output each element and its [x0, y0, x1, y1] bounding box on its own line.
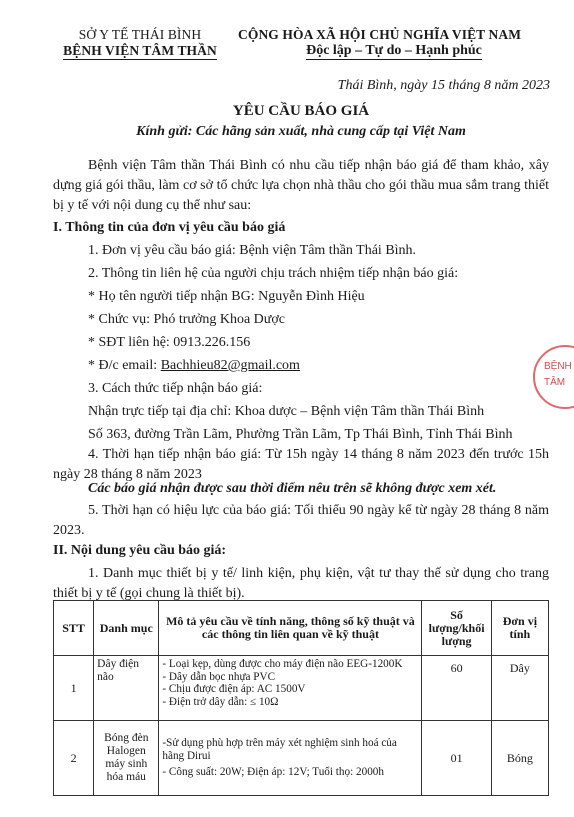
- national-title: CỘNG HÒA XÃ HỘI CHỦ NGHĨA VIỆT NAM: [238, 27, 522, 42]
- equipment-table: [53, 600, 549, 796]
- row-description: [159, 656, 422, 721]
- section2-item1: 1. Danh mục thiết bị y tế/ linh kiện, phụ kiện, vật tư thay thế sử dụng cho trang thiết bị y tế (gọi chung là thiết bị).: [53, 566, 549, 601]
- desc-line: - Công suất: 20W; Điện áp: 12V; Tuổi thọ: 2000h: [162, 766, 384, 779]
- table-row: [54, 656, 549, 721]
- row-stt: 1: [54, 656, 94, 721]
- document-title: YÊU CẦU BÁO GIÁ: [232, 103, 370, 119]
- contact-email-line: [88, 356, 300, 376]
- desc-line: -Sử dụng phù hợp trên máy xét nghiệm sinh hoá của hãng Dirui: [162, 737, 397, 762]
- desc-line: - Loại kẹp, dùng được cho máy điện não EEG-1200K: [162, 658, 403, 670]
- section1-item4: 4. Thời hạn tiếp nhận báo giá: Từ 15h ngày 14 tháng 8 năm 2023 đến trước 15h ngày 28 tháng 8 năm 2023: [53, 447, 549, 482]
- col-description: Mô tả yêu cầu về tính năng, thông số kỹ thuật và các thông tin liên quan về kỹ thuật: [159, 601, 422, 656]
- table-header-row: [54, 601, 549, 656]
- row-quantity: 01: [422, 721, 491, 796]
- late-quote-note: Các báo giá nhận được sau thời điểm nêu trên sẽ không được xem xét.: [88, 481, 497, 496]
- desc-line: - Chịu được điện áp: AC 1500V: [162, 683, 306, 696]
- intro-paragraph: Bệnh viện Tâm thần Thái Bình có nhu cầu tiếp nhận báo giá để tham khảo, xây dựng giá gói thầu, làm cơ sở tổ chức lựa chọn nhà thầu cho gói thầu mua sắm trang thiết bị y tế với nội dung cụ thể như sau:: [53, 158, 549, 213]
- col-category: Danh mục: [94, 601, 159, 656]
- hospital-name: [47, 43, 233, 60]
- section1-item2: 2. Thông tin liên hệ của người chịu trách nhiệm tiếp nhận báo giá:: [88, 266, 459, 281]
- contact-name: * Họ tên người tiếp nhận BG: Nguyễn Đình Hiệu: [88, 289, 365, 304]
- hospital-name-text: BỆNH VIỆN TÂM THẦN: [63, 43, 217, 58]
- col-unit: Đơn vị tính: [491, 601, 548, 656]
- row-description: [159, 721, 422, 796]
- stamp-text-line1: BỆNH: [544, 361, 572, 372]
- recipient-line: Kính gửi: Các hãng sản xuất, nhà cung cấp tại Việt Nam: [136, 124, 466, 139]
- receive-address-line1: Nhận trực tiếp tại địa chỉ: Khoa dược – Bệnh viện Tâm thần Thái Bình: [88, 404, 485, 419]
- col-quantity: Số lượng/khối lượng: [422, 601, 491, 656]
- national-motto-text: Độc lập – Tự do – Hạnh phúc: [306, 43, 482, 58]
- contact-phone: * SĐT liên hệ: 0913.226.156: [88, 335, 251, 350]
- official-stamp: [533, 345, 574, 409]
- contact-role: * Chức vụ: Phó trưởng Khoa Dược: [88, 312, 285, 327]
- section1-heading: I. Thông tin của đơn vị yêu cầu báo giá: [53, 220, 286, 235]
- row-stt: 2: [54, 721, 94, 796]
- table-row: [54, 721, 549, 796]
- row-quantity: 60: [422, 656, 491, 721]
- contact-email-link[interactable]: Bachhieu82@gmail.com: [160, 358, 300, 373]
- section1-item5: 5. Thời hạn có hiệu lực của báo giá: Tối thiểu 90 ngày kể từ ngày 28 tháng 8 năm 2023.: [53, 503, 549, 538]
- receive-address-line2: Số 363, đường Trần Lãm, Phường Trần Lãm, Tp Thái Bình, Tỉnh Thái Bình: [88, 427, 513, 442]
- col-stt: STT: [54, 601, 94, 656]
- row-category: Dây điện não: [94, 656, 159, 721]
- agency-name: SỞ Y TẾ THÁI BÌNH: [78, 27, 202, 42]
- stamp-text-line2: TÂM: [544, 377, 566, 388]
- document-date: Thái Bình, ngày 15 tháng 8 năm 2023: [337, 78, 550, 93]
- row-unit: Dây: [491, 656, 548, 721]
- section2-heading: II. Nội dung yêu cầu báo giá:: [53, 543, 227, 558]
- contact-email-label: * Đ/c email:: [88, 358, 161, 373]
- section1-item1: 1. Đơn vị yêu cầu báo giá: Bệnh viện Tâm thần Thái Bình.: [88, 243, 417, 258]
- row-unit: Bóng: [491, 721, 548, 796]
- desc-line: - Điện trở dây dẫn: ≤ 10Ω: [162, 695, 279, 708]
- section1-item3: 3. Cách thức tiếp nhận báo giá:: [88, 381, 263, 396]
- national-motto: [238, 43, 550, 60]
- desc-line: - Dây dẫn bọc nhựa PVC: [162, 670, 276, 683]
- row-category: Bóng đèn Halogen máy sinh hóa máu: [94, 721, 159, 796]
